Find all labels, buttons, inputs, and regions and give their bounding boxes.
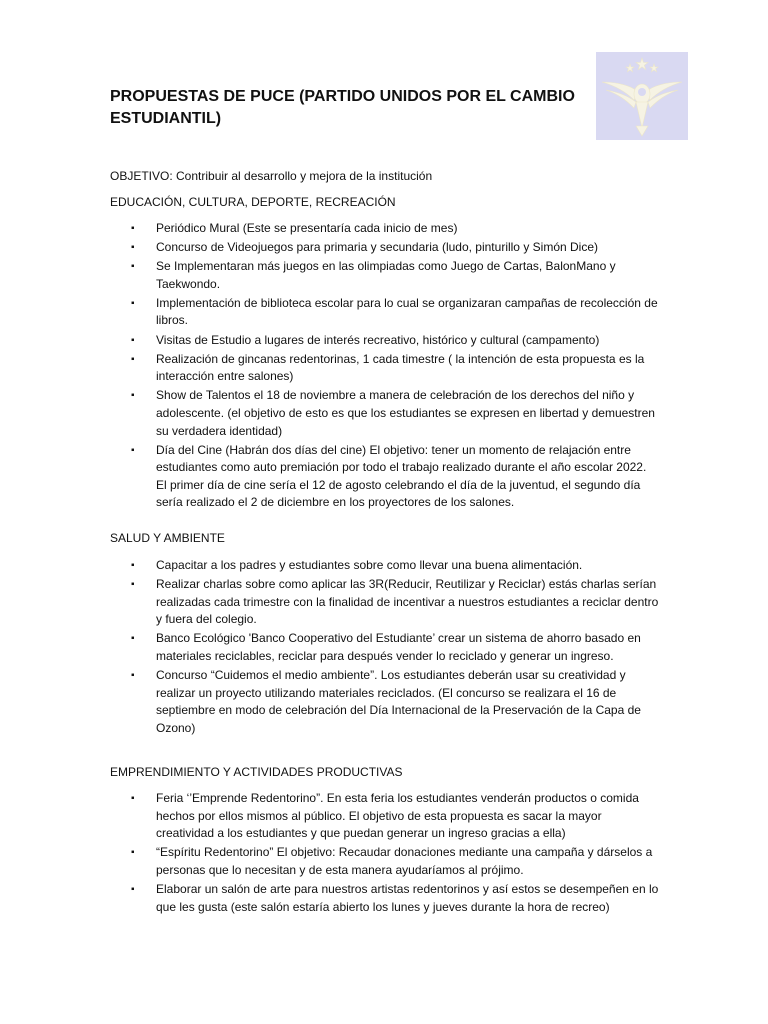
bullet-icon: ▪ <box>131 444 135 456</box>
list-item: ▪ Capacitar a los padres y estudiantes sobre como llevar una buena alimentación. <box>130 557 660 575</box>
list-item: ▪ Concurso de Videojuegos para primaria y secundaria (ludo, pinturillo y Simón Dice) <box>130 239 660 257</box>
list-item: ▪ Show de Talentos el 18 de noviembre a manera de celebración de los derechos del niño y adolescente. (el objetivo de esto es que los estudiantes se expresen en libertad y demuestren su verdadera identidad) <box>131 388 655 438</box>
list-item: ▪ Se Implementaran más juegos en las olimpiadas como Juego de Cartas, BalonMano y Taekwondo. <box>131 259 616 291</box>
page-title: PROPUESTAS DE PUCE (PARTIDO UNIDOS POR EL CAMBIO ESTUDIANTIL) <box>110 88 575 127</box>
list-item: ▪ Periódico Mural (Este se presentaría cada inicio de mes) <box>130 220 660 238</box>
bullet-icon: ▪ <box>131 793 135 804</box>
bullet-icon: ▪ <box>131 847 135 859</box>
list-item: ▪ Elaborar un salón de arte para nuestros artistas redentorinos y así estos se desempeñen en lo que les gusta (este salón estaría abierto los lunes y jueves durante la hora de recreo) <box>131 881 659 914</box>
list-item: ▪ Banco Ecológico 'Banco Cooperativo del Estudiante’ crear un sistema de ahorro basado en materiales reciclables, reciclar para después vender lo reciclado y generar un ingreso. <box>131 631 641 663</box>
bullet-icon: ▪ <box>131 261 135 273</box>
list-item: ▪ Día del Cine (Habrán dos días del cine) El objetivo: tener un momento de relajación entre estudiantes como auto premiación por todo el trabajo realizado durante el año escolar 2022. El primer día de cine sería el 12 de agosto celebrando el día de la juventud, el segundo día sería realizado el 2 de diciembre en los proyectores de los salones. <box>131 442 647 510</box>
bullet-icon: ▪ <box>131 579 135 591</box>
bullet-icon: ▪ <box>131 390 135 402</box>
bullet-icon: ▪ <box>131 670 135 682</box>
list-item: ▪ Feria ‘’Emprende Redentorino”. En esta feria los estudiantes venderán productos o comida hechos por ellos mismos al público. El objetivo de esta propuesta es sacar la mayor creatividad a los estudiantes y que puedan generar un ingreso gracias a ella) <box>131 791 639 841</box>
list-item: ▪ Implementación de biblioteca escolar para lo cual se organizaran campañas de recolección de libros. <box>131 295 658 328</box>
section-heading-health: SALUD Y AMBIENTE <box>110 531 225 545</box>
bullet-icon: ▪ <box>131 353 135 365</box>
list-item: ▪ “Espíritu Redentorino” El objetivo: Recaudar donaciones mediante una campaña y dárselos a personas que lo necesitan y de esta manera ayudaríamos al prójimo. <box>131 845 653 877</box>
list-item: ▪ Realización de gincanas redentorinas, 1 cada timestre ( la intención de esta propuesta es la interacción entre salones) <box>131 351 645 384</box>
objective-text: OBJETIVO: Contribuir al desarrollo y mejora de la institución <box>110 169 433 183</box>
entrepreneurship-list <box>130 790 660 918</box>
section-heading-education: EDUCACIÓN, CULTURA, DEPORTE, RECREACIÓN <box>110 195 396 209</box>
bullet-icon: ▪ <box>131 297 135 309</box>
eagle-emblem-icon <box>596 52 688 140</box>
bullet-icon: ▪ <box>131 883 135 895</box>
list-item: ▪ Realizar charlas sobre como aplicar las 3R(Reducir, Reutilizar y Reciclar) estás charlas serían realizadas cada trimestre con la finalidad de incentivar a nuestros estudiantes a reciclar dentro y fuera del colegio. <box>131 577 659 627</box>
bullet-icon: ▪ <box>131 334 135 346</box>
bullet-icon: ▪ <box>131 223 135 234</box>
bullet-icon: ▪ <box>131 633 135 645</box>
list-item: ▪ Visitas de Estudio a lugares de interés recreativo, histórico y cultural (campamento) <box>130 332 660 350</box>
bullet-icon: ▪ <box>131 560 135 571</box>
education-list <box>130 220 660 514</box>
section-heading-entrepreneurship: EMPRENDIMIENTO Y ACTIVIDADES PRODUCTIVAS <box>110 765 403 779</box>
health-list <box>130 557 660 739</box>
list-item: ▪ Concurso “Cuidemos el medio ambiente”. Los estudiantes deberán usar su creatividad y realizar un proyecto utilizando materiales reciclados. (El concurso se realizara el 16 de septiembre en modo de celebración del Día Internacional de la Preservación de la Capa de Ozono) <box>131 668 641 735</box>
bullet-icon: ▪ <box>131 242 135 254</box>
